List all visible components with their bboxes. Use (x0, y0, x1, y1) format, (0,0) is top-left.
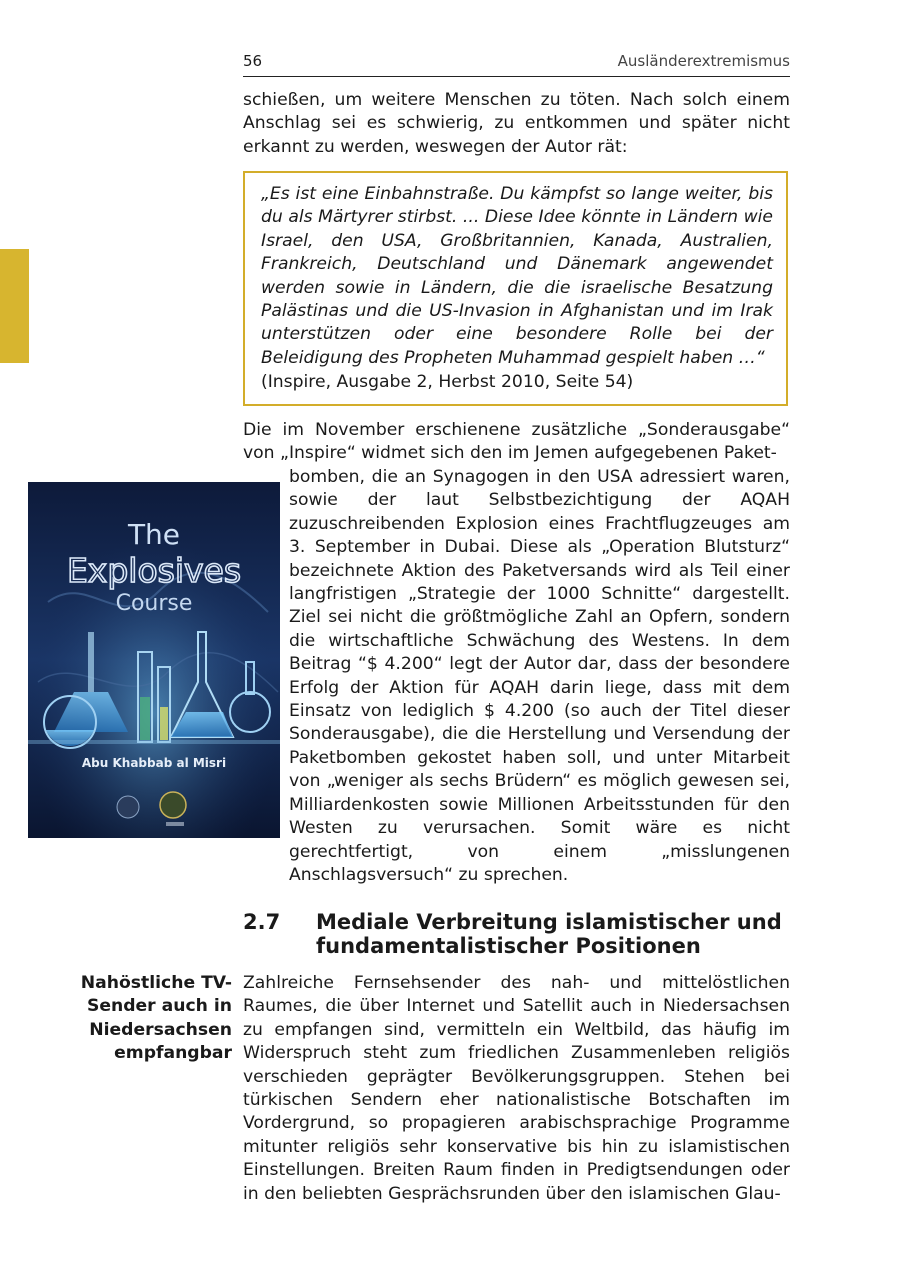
paragraph-3: Zahlreiche Fernsehsender des nah- und mittelöstlichen Raumes, die über Internet und Satellit auch in Niedersachsen zu empfangen sind, vermitteln ein Weltbild, das häufig im Widerspruch steht zum friedlichen Zusammenleben religiös verschieden geprägter Bevölkerungsgruppen. Stehen bei türkischen Sendern eher nationalistische Botschaften im Vordergrund, so propagieren arabischsprachige Programme mitunter religiös sehr konservative bis hin zu islamistischen Einstellungen. Breiten Raum finden in Predigtsendungen oder in den beliebten Gesprächsrunden über den islamischen Glau- (243, 973, 790, 1204)
section-number: 2.7 (243, 910, 281, 934)
page-header (243, 52, 790, 77)
cover-title-line-2: Explosives (66, 551, 242, 590)
quote-text: „Es ist eine Einbahnstraße. Du kämpfst so lange weiter, bis du als Märtyrer stirbst. ... Diese Idee könnte in Ländern wie Israel, den USA, Großbritannien, Kanada, Australien, Frankreich, Deutschland und Dänemark angewendet werden sowie in Ländern, die die israelische Besatzung Palästinas und die US-Invasion in Afghanistan und im Irak unterstützen oder eine besondere Rolle bei der Beleidigung des Propheten Muhammad gespielt haben …“ (261, 184, 773, 368)
chapter-side-tab (0, 249, 29, 363)
cover-author: Abu Khabbab al Misri (81, 756, 227, 770)
quote-source: (Inspire, Ausgabe 2, Herbst 2010, Seite 54) (261, 372, 634, 392)
paragraph-2-body: bomben, die an Synagogen in den USA adressiert waren, sowie der laut Selbstbezichtigung der AQAH zuzuschreibenden Explosion eines Frachtflugzeuges am 3. September in Dubai. Diese als „Operation Blutsturz“ bezeichnete Aktion des Paketversands wird als Teil einer langfristigen „Strategie der 1000 Schnitte“ dargestellt. Ziel sei nicht die größtmögliche Zahl an Opfern, sondern die wirtschaftliche Schwächung des Westens. In dem Beitrag “$ 4.200“ legt der Autor dar, dass der besondere Erfolg der Aktion für AQAH darin liege, dass mit dem Einsatz von lediglich $ 4.200 (so auch der Titel dieser Sonderausgabe), die die Herstellung und Versendung der Paketbomben gekostet haben soll, und unter Mitarbeit von „weniger als sechs Brüdern“ es möglich gewesen sei, Milliardenkosten sowie Millionen Arbeitsstunden für den Westen zu verursachen. Somit wäre es nicht gerechtfertigt, von einem „misslungenen Anschlagsversuch“ zu sprechen. (289, 467, 790, 885)
page-number: 56 (243, 52, 263, 70)
cover-title-line-1: The (127, 518, 181, 551)
paragraph-1: schießen, um weitere Menschen zu töten. Nach solch einem Anschlag sei es schwierig, zu entkommen und später nicht erkannt zu werden, weswegen der Autor rät: (243, 90, 790, 157)
book-cover-image (28, 482, 280, 838)
margin-note: Nahöstliche TV-Sender auch in Niedersachsen empfangbar (80, 973, 232, 1064)
paragraph-2-lead: Die im November erschienene zusätzliche „Sonderausgabe“ von „Inspire“ widmet sich den im Jemen aufgegebenen Paket- (243, 420, 790, 464)
cover-logo-right (160, 792, 186, 818)
running-title: Ausländerextremismus (617, 52, 790, 70)
cover-title-line-3: Course (115, 591, 193, 616)
quote-box (243, 171, 788, 406)
cover-logo-caption (166, 822, 184, 826)
section-title: Mediale Verbreitung islamistischer und fundamentalistischer Positionen (316, 910, 782, 958)
book-cover-illustration (28, 482, 280, 838)
cover-logo-left (117, 796, 139, 818)
